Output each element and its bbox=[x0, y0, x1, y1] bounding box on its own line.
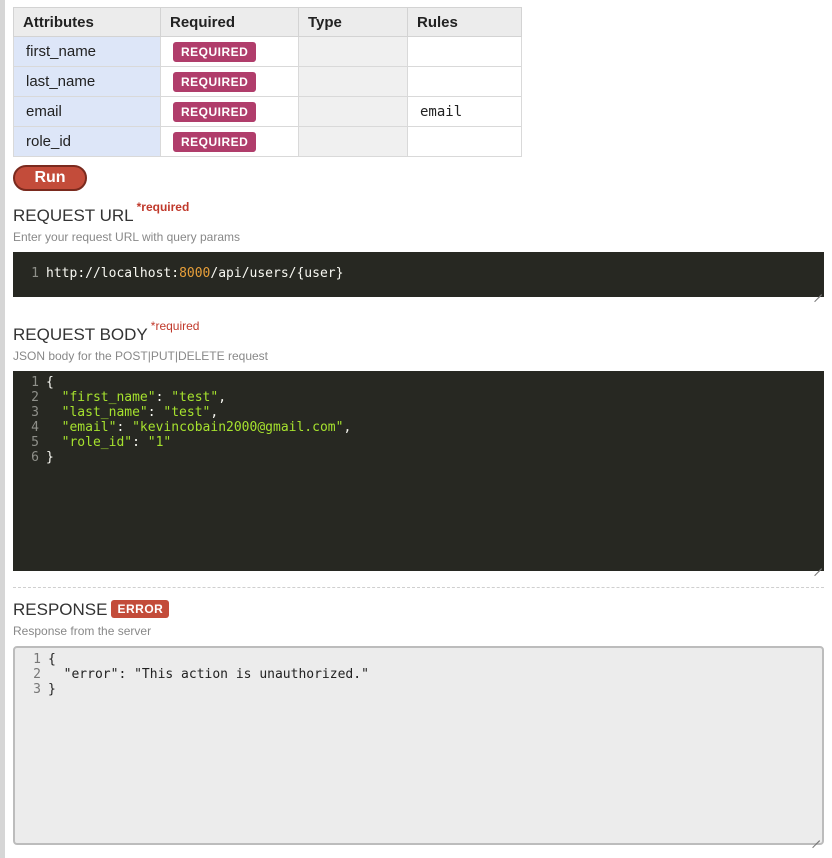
left-border bbox=[0, 0, 5, 858]
col-header-required: Required bbox=[161, 8, 299, 37]
response-title bbox=[13, 600, 824, 620]
line-number: 4 bbox=[31, 420, 39, 435]
col-header-type: Type bbox=[299, 8, 408, 37]
url-colon: : bbox=[171, 266, 180, 281]
code-line bbox=[15, 682, 822, 697]
required-cell bbox=[161, 37, 299, 67]
line-number: 2 bbox=[31, 390, 39, 405]
required-note: *required bbox=[150, 319, 200, 333]
request-body-title bbox=[13, 319, 824, 345]
json-value: "kevincobain2000@gmail.com" bbox=[132, 420, 344, 435]
status-badge: ERROR bbox=[111, 600, 169, 618]
line-number: 3 bbox=[33, 682, 41, 697]
line-number: 3 bbox=[31, 405, 39, 420]
table-row bbox=[14, 37, 522, 67]
url-separator: :// bbox=[77, 266, 101, 281]
code-trail: , bbox=[343, 420, 352, 435]
line-number: 5 bbox=[31, 435, 39, 450]
code-line bbox=[15, 652, 822, 667]
type-cell bbox=[299, 97, 408, 127]
code-line bbox=[13, 450, 824, 465]
run-button[interactable]: Run bbox=[13, 165, 87, 191]
response-title-text: RESPONSE bbox=[13, 600, 108, 619]
required-cell bbox=[161, 127, 299, 157]
code-text: { bbox=[46, 375, 54, 390]
response-output[interactable] bbox=[13, 646, 824, 845]
response-help: Response from the server bbox=[13, 624, 152, 638]
code-line bbox=[13, 266, 824, 281]
line-number: 1 bbox=[31, 266, 39, 281]
required-cell bbox=[161, 97, 299, 127]
line-number: 1 bbox=[31, 375, 39, 390]
attribute-name: last_name bbox=[14, 67, 161, 97]
url-path: /api/users/{user} bbox=[210, 266, 344, 281]
json-key: "email" bbox=[61, 420, 117, 435]
resize-handle[interactable] bbox=[813, 286, 822, 295]
request-body-help: JSON body for the POST|PUT|DELETE request bbox=[13, 349, 268, 363]
request-body-title-text: REQUEST BODY bbox=[13, 325, 148, 344]
code-text: { bbox=[48, 652, 56, 667]
code-line bbox=[13, 375, 824, 390]
table-header-row bbox=[14, 8, 522, 37]
table-row bbox=[14, 97, 522, 127]
url-host: localhost bbox=[100, 266, 172, 281]
table-row bbox=[14, 127, 522, 157]
attribute-name: first_name bbox=[14, 37, 161, 67]
code-line: 3 "last_name": "test", bbox=[13, 405, 824, 420]
url-scheme: http bbox=[46, 266, 78, 281]
col-header-rules: Rules bbox=[408, 8, 522, 37]
code-line bbox=[15, 667, 822, 682]
rules-cell bbox=[408, 127, 522, 157]
url-port: 8000 bbox=[179, 266, 211, 281]
code-trail: , bbox=[218, 390, 227, 405]
required-badge: REQUIRED bbox=[173, 72, 256, 92]
line-number: 1 bbox=[33, 652, 41, 667]
attribute-name: email bbox=[14, 97, 161, 127]
type-cell bbox=[299, 67, 408, 97]
request-body-editor[interactable] bbox=[13, 371, 824, 571]
code-text: } bbox=[46, 450, 54, 465]
response-section bbox=[13, 600, 824, 845]
required-cell bbox=[161, 67, 299, 97]
resize-handle[interactable] bbox=[813, 560, 822, 569]
rules-cell bbox=[408, 37, 522, 67]
attributes-table bbox=[13, 7, 522, 157]
json-value: "1" bbox=[147, 435, 172, 450]
api-request-panel bbox=[13, 0, 824, 845]
line-number: 2 bbox=[33, 667, 41, 682]
json-key: "role_id" bbox=[61, 435, 133, 450]
type-cell bbox=[299, 127, 408, 157]
required-badge: REQUIRED bbox=[173, 42, 256, 62]
type-cell bbox=[299, 37, 408, 67]
required-badge: REQUIRED bbox=[173, 102, 256, 122]
request-url-title bbox=[13, 200, 824, 226]
request-url-section bbox=[13, 200, 824, 297]
json-value: "test" bbox=[163, 405, 211, 420]
request-body-section bbox=[13, 319, 824, 571]
section-divider bbox=[13, 587, 824, 588]
resize-handle[interactable] bbox=[811, 832, 820, 841]
required-badge: REQUIRED bbox=[173, 132, 256, 152]
code-line: 2 "first_name": "test", bbox=[13, 390, 824, 405]
json-key: "first_name" bbox=[61, 390, 156, 405]
col-header-attributes: Attributes bbox=[14, 8, 161, 37]
attribute-name: role_id bbox=[14, 127, 161, 157]
code-line: 5 "role_id": "1" bbox=[13, 435, 824, 450]
code-text: "error": "This action is unauthorized." bbox=[48, 667, 369, 682]
json-key: "last_name" bbox=[61, 405, 148, 420]
rules-cell bbox=[408, 67, 522, 97]
table-row bbox=[14, 67, 522, 97]
request-url-editor[interactable] bbox=[13, 252, 824, 297]
required-note: *required bbox=[136, 200, 190, 214]
line-number: 6 bbox=[31, 450, 39, 465]
json-value: "test" bbox=[171, 390, 219, 405]
rules-cell: email bbox=[408, 97, 522, 127]
code-text: } bbox=[48, 682, 56, 697]
code-trail: , bbox=[210, 405, 219, 420]
request-url-title-text: REQUEST URL bbox=[13, 206, 134, 225]
code-line: 4 "email": "kevincobain2000@gmail.com", bbox=[13, 420, 824, 435]
request-url-help: Enter your request URL with query params bbox=[13, 230, 240, 244]
